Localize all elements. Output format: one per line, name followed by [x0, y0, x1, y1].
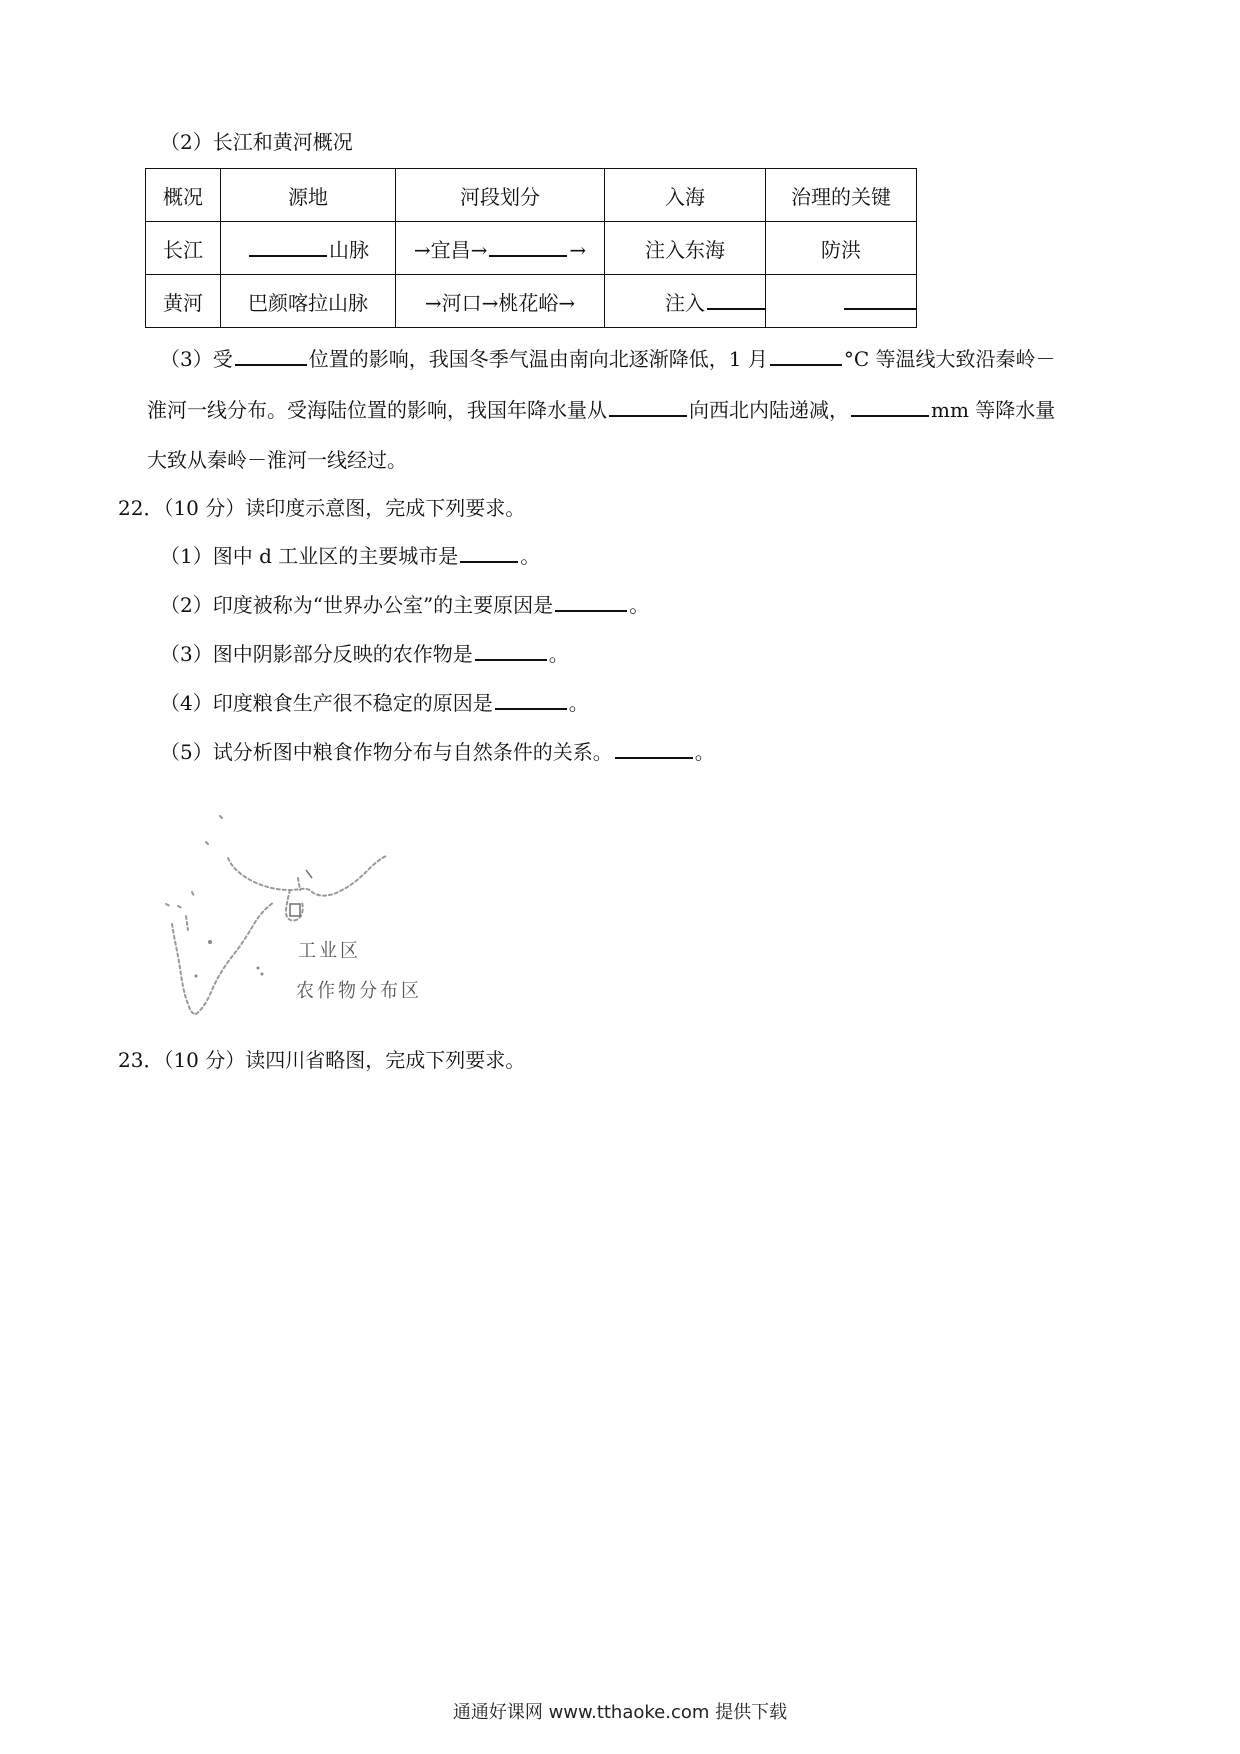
- part3-text: °C 等温线大致沿秦岭－: [843, 347, 1056, 371]
- q22-item-5: [160, 737, 715, 766]
- part3-text: 淮河一线分布。受海陆位置的影响，我国年降水量从: [147, 398, 607, 422]
- header-cell: 治理的关键: [766, 169, 917, 222]
- q22-item-2: [160, 590, 649, 619]
- q22-item-text: （5）试分析图中粮食作物分布与自然条件的关系。: [160, 740, 613, 764]
- answer-blank[interactable]: [851, 395, 929, 417]
- rivers-table: [145, 168, 917, 328]
- q22-item-text: （4）印度粮食生产很不稳定的原因是: [160, 691, 493, 715]
- header-cell: 河段划分: [396, 169, 605, 222]
- yangtze-source-cell: [221, 222, 396, 275]
- part3-text: 向西北内陆递减，: [689, 398, 849, 422]
- q22-item-3: [160, 639, 569, 668]
- yellow-source: 巴颜喀拉山脉: [221, 275, 396, 328]
- yangtze-sea: 注入东海: [605, 222, 766, 275]
- answer-blank[interactable]: [249, 235, 327, 257]
- yellow-sea-cell: [605, 275, 766, 328]
- q22-title: 22．（10 分）读印度示意图，完成下列要求。: [118, 496, 526, 520]
- q22-item-end: 。: [548, 642, 569, 666]
- yellow-division: →河口→桃花峪→: [396, 275, 605, 328]
- q22-item-4: [160, 688, 589, 717]
- yangtze-source-suffix: 山脉: [329, 237, 369, 262]
- part3-line1: [160, 344, 1056, 373]
- answer-blank[interactable]: [609, 395, 687, 417]
- table-header-row: [146, 169, 917, 222]
- yangtze-division-b: →: [569, 237, 587, 262]
- answer-blank[interactable]: [495, 688, 567, 710]
- part3-text: mm 等降水量: [931, 398, 1056, 422]
- yellow-sea-prefix: 注入: [665, 290, 705, 315]
- q22-item-end: 。: [694, 740, 715, 764]
- part3-text: （3）受: [160, 347, 233, 371]
- legend-crop: 农作物分布区: [296, 979, 422, 1002]
- answer-blank[interactable]: [844, 288, 916, 310]
- yangtze-division-cell: [396, 222, 605, 275]
- part3-line3: 大致从秦岭－淮河一线经过。: [147, 448, 407, 472]
- yangtze-key: 防洪: [766, 222, 917, 275]
- page-footer: 通通好课网 www.tthaoke.com 提供下载: [452, 1702, 788, 1723]
- q22-item-end: 。: [629, 593, 650, 617]
- river-name-yangtze: 长江: [146, 222, 221, 275]
- legend-industry: 工业区: [298, 939, 361, 962]
- q22-item-text: （3）图中阴影部分反映的农作物是: [160, 642, 473, 666]
- q22-item-1: [160, 541, 540, 570]
- india-sketch-map: [150, 798, 450, 1028]
- answer-blank[interactable]: [460, 541, 518, 563]
- part3-text: 位置的影响，我国冬季气温由南向北逐渐降低，1 月: [308, 347, 768, 371]
- header-cell: 概况: [146, 169, 221, 222]
- table-row-yangtze: [146, 222, 917, 275]
- answer-blank[interactable]: [770, 344, 842, 366]
- q22-item-end: 。: [568, 691, 589, 715]
- q22-item-text: （1）图中 d 工业区的主要城市是: [160, 544, 459, 568]
- table-row-yellow: [146, 275, 917, 328]
- q23-title: 23．（10 分）读四川省略图，完成下列要求。: [118, 1048, 526, 1072]
- answer-blank[interactable]: [475, 639, 547, 661]
- answer-blank[interactable]: [489, 235, 567, 257]
- river-name-yellow: 黄河: [146, 275, 221, 328]
- answer-blank[interactable]: [555, 590, 627, 612]
- yellow-key-cell: [766, 275, 917, 328]
- part3-line2: [147, 395, 1055, 424]
- header-cell: 入海: [605, 169, 766, 222]
- yangtze-division-a: →宜昌→: [413, 237, 488, 262]
- answer-blank[interactable]: [235, 344, 307, 366]
- part2-title: （2）长江和黄河概况: [160, 130, 353, 154]
- answer-blank[interactable]: [707, 288, 765, 310]
- q22-item-end: 。: [520, 544, 541, 568]
- answer-blank[interactable]: [615, 737, 693, 759]
- q22-item-text: （2）印度被称为“世界办公室”的主要原因是: [160, 593, 554, 617]
- header-cell: 源地: [221, 169, 396, 222]
